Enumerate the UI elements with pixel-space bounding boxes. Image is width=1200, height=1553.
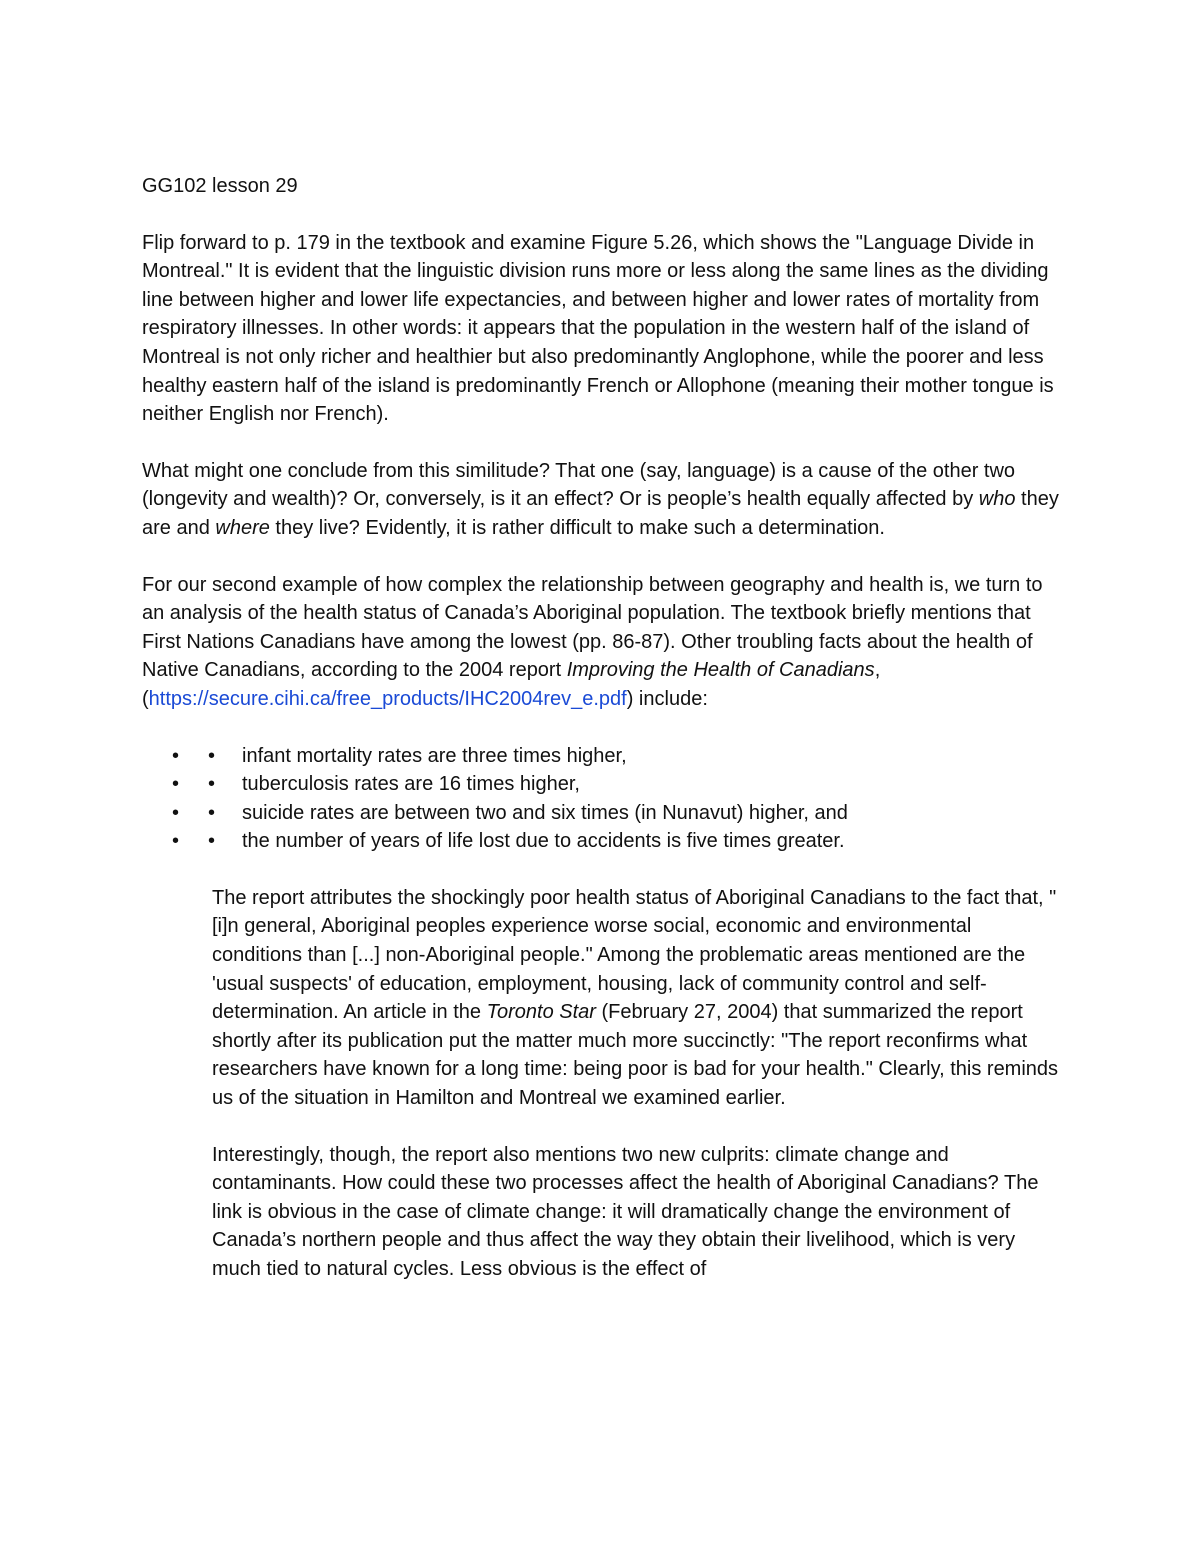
list-item-text: tuberculosis rates are 16 times higher, — [242, 773, 580, 796]
bullet-icon: • — [208, 744, 216, 767]
bullet-icon: • — [208, 773, 216, 796]
paragraph-text: they are and — [142, 488, 1059, 539]
emphasis-where: where — [215, 516, 270, 539]
emphasis-who: who — [978, 488, 1016, 511]
list-item-text: infant mortality rates are three times higher, — [242, 744, 627, 767]
paragraph-report-attribution — [212, 884, 1062, 1113]
health-facts-list — [142, 742, 1062, 856]
paragraph-similitude — [142, 457, 1062, 543]
list-item-text: the number of years of life lost due to accidents is five times greater. — [242, 830, 845, 853]
bullet-icon: • — [172, 773, 180, 796]
paragraph-text: The report attributes the shockingly poor health status of Aboriginal Canadians to the fact that, "[i]n general, Aboriginal peoples experience worse social, economic and environmental conditions than [...] non-Aboriginal people." Among the problematic areas mentioned are the 'usual suspects' of education, employment, housing, lack of community control and self- determination. An article in the — [212, 886, 1057, 1024]
list-item — [142, 770, 1062, 799]
report-title: Improving the Health of Canadians — [566, 659, 875, 682]
document-title: GG102 lesson 29 — [142, 175, 298, 197]
bullet-icon: • — [208, 801, 216, 824]
bullet-icon: • — [172, 801, 180, 824]
newspaper-name: Toronto Star — [486, 1001, 596, 1024]
paragraph-language-divide: Flip forward to p. 179 in the textbook and examine Figure 5.26, which shows the "Language Divide in Montreal." It is evident that the linguistic division runs more or less along the same lines as the dividing line between higher and lower life expectancies, and between higher and lower rates of mortality from respiratory illnesses. In other words: it appears that the population in the western half of the island of Montreal is not only richer and healthier but also predominantly Anglophone, while the poorer and less healthy eastern half of the island is predominantly French or Allophone (meaning their mother tongue is neither English nor French). — [142, 231, 1054, 426]
paragraph-aboriginal-health — [142, 571, 1062, 714]
list-item — [142, 742, 1062, 771]
paragraph-text: What might one conclude from this similitude? That one (say, language) is a cause of the other two (longevity and wealth)? Or, conversely, is it an effect? Or is people’s health equally affected by — [142, 459, 1016, 511]
report-link[interactable]: https://secure.cihi.ca/free_products/IHC2004rev_e.pdf — [148, 687, 627, 710]
bullet-icon: • — [172, 744, 180, 767]
paragraph-new-culprits: Interestingly, though, the report also mentions two new culprits: climate change and contaminants. How could these two processes affect the health of Aboriginal Canadians? The link is obvious in the case of climate change: it will dramatically change the environment of Canada’s northern people and thus affect the way they obtain their livelihood, which is very much tied to natural cycles. Less obvious is the effect of — [212, 1143, 1039, 1280]
bullet-icon: • — [172, 830, 180, 853]
paragraph-text: , ( — [142, 659, 881, 710]
list-item-text: suicide rates are between two and six times (in Nunavut) higher, and — [242, 801, 848, 824]
paragraph-text: they live? Evidently, it is rather difficult to make such a determination. — [269, 516, 885, 539]
list-item — [142, 799, 1062, 828]
list-item — [142, 827, 1062, 856]
paragraph-text: For our second example of how complex the relationship between geography and health is, we turn to an analysis of the health status of Canada’s Aboriginal population. The textbook briefly mentions that First Nations Canadians have among the lowest (pp. 86-87). Other troubling facts about the health of Native Canadians, according to the 2004 report — [142, 573, 1043, 682]
document-body — [142, 172, 1062, 1312]
paragraph-text: ) include: — [626, 687, 708, 710]
bullet-icon: • — [208, 830, 216, 853]
paragraph-text: (February 27, 2004) that summarized the report shortly after its publication put the matter much more succinctly: "The report reconfirms what researchers have known for a long time: being poor is bad for your health." Clearly, this reminds us of the situation in Hamilton and Montreal we examined earlier. — [212, 1001, 1059, 1110]
